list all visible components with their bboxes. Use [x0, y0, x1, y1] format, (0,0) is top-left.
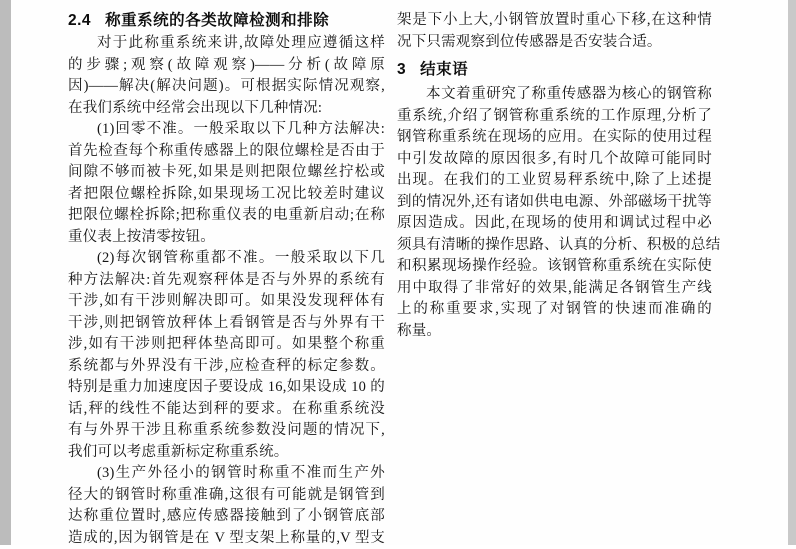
- scan-edge-left-band: [0, 0, 11, 545]
- text-line: (2)每次钢管称重都不准。一般采取以下几: [68, 248, 385, 270]
- section-title: 结束语: [420, 61, 468, 78]
- text-line: 重系统,介绍了钢管称重系统的工作原理,分析了: [397, 106, 712, 128]
- text-line: 在我们系统中经常会出现以下几种情况:: [68, 98, 385, 120]
- scan-edge-right-band: [788, 0, 796, 545]
- section-number: 2.4: [68, 12, 91, 29]
- text-line: 因)——解决(解决问题)。可根据实际情况观察,: [68, 76, 385, 98]
- text-line: 系统都与外界没有干涉,应检查秤的标定参数。: [68, 356, 385, 378]
- text-line: 我们可以考虑重新标定称重系统。: [68, 442, 385, 464]
- text-line: 间隙不够而被卡死,如果是则把限位螺丝拧松或: [68, 162, 385, 184]
- text-line: 到的情况外,还有诸如供电电源、外部磁场干扰等: [397, 192, 712, 214]
- text-line: 对于此称重系统来讲,故障处理应遵循这样: [68, 33, 385, 55]
- text-line: 称量。: [397, 321, 712, 343]
- text-line: 况下只需观察到位传感器是否安装合适。: [397, 32, 712, 54]
- text-line: 和积累现场操作经验。该钢管称重系统在实际使: [397, 256, 712, 278]
- text-line: 把限位螺栓拆除;把称重仪表的电重新启动;在称: [68, 205, 385, 227]
- text-line: 首先检查每个称重传感器上的限位螺栓是否由于: [68, 141, 385, 163]
- text-line: 干涉,则把钢管放秤体上看钢管是否与外界有干: [68, 313, 385, 335]
- text-line: 有与外界干涉且称重系统参数没问题的情况下,: [68, 420, 385, 442]
- text-line: 本文着重研究了称重传感器为核心的钢管称: [397, 84, 712, 106]
- text-line: 须具有清晰的操作思路、认真的分析、积极的总结: [397, 235, 712, 257]
- section-title: 称重系统的各类故障检测和排除: [105, 12, 329, 29]
- text-line: 种方法解决:首先观察秤体是否与外界的系统有: [68, 270, 385, 292]
- text-line: 特别是重力加速度因子要设成 16,如果设成 10 的: [68, 377, 385, 399]
- text-line: 上的称重要求,实现了对钢管的快速而准确的: [397, 299, 712, 321]
- text-line: 达称重位置时,感应传感器接触到了小钢管底部: [68, 506, 385, 528]
- left-text-column: [68, 8, 385, 549]
- text-line: 用中取得了非常好的效果,能满足各钢管生产线: [397, 278, 712, 300]
- text-line: 原因造成。因此,在现场的使用和调试过程中必: [397, 213, 712, 235]
- text-line: 重仪表上按清零按钮。: [68, 227, 385, 249]
- text-line: 中引发故障的原因很多,有时几个故障可能同时: [397, 149, 712, 171]
- text-line: 架是下小上大,小钢管放置时重心下移,在这种情: [397, 10, 712, 32]
- text-line: 者把限位螺栓拆除,如果现场工况比较差时建议: [68, 184, 385, 206]
- text-line: 径大的钢管时称重准确,这很有可能就是钢管到: [68, 485, 385, 507]
- text-line: 出现。在我们的工业贸易秤系统中,除了上述提: [397, 170, 712, 192]
- text-line: 干涉,如有干涉则解决即可。如果没发现秤体有: [68, 291, 385, 313]
- section-heading: [68, 8, 385, 33]
- text-line: 钢管称重系统在现场的应用。在实际的使用过程: [397, 127, 712, 149]
- text-line: (1)回零不准。一般采取以下几种方法解决:: [68, 119, 385, 141]
- section-number: 3: [397, 61, 406, 78]
- text-line: 话,秤的线性不能达到秤的要求。在称重系统没: [68, 399, 385, 421]
- right-text-column: [397, 10, 712, 342]
- text-line: 涉,如有干涉则把秤体垫高即可。如果整个称重: [68, 334, 385, 356]
- text-line: (3)生产外径小的钢管时称重不准而生产外: [68, 463, 385, 485]
- section-heading: [397, 57, 712, 82]
- text-line: 的步骤;观察(故障观察)——分析(故障原: [68, 55, 385, 77]
- text-line: 造成的,因为钢管是在 V 型支架上称量的,V 型支: [68, 528, 385, 549]
